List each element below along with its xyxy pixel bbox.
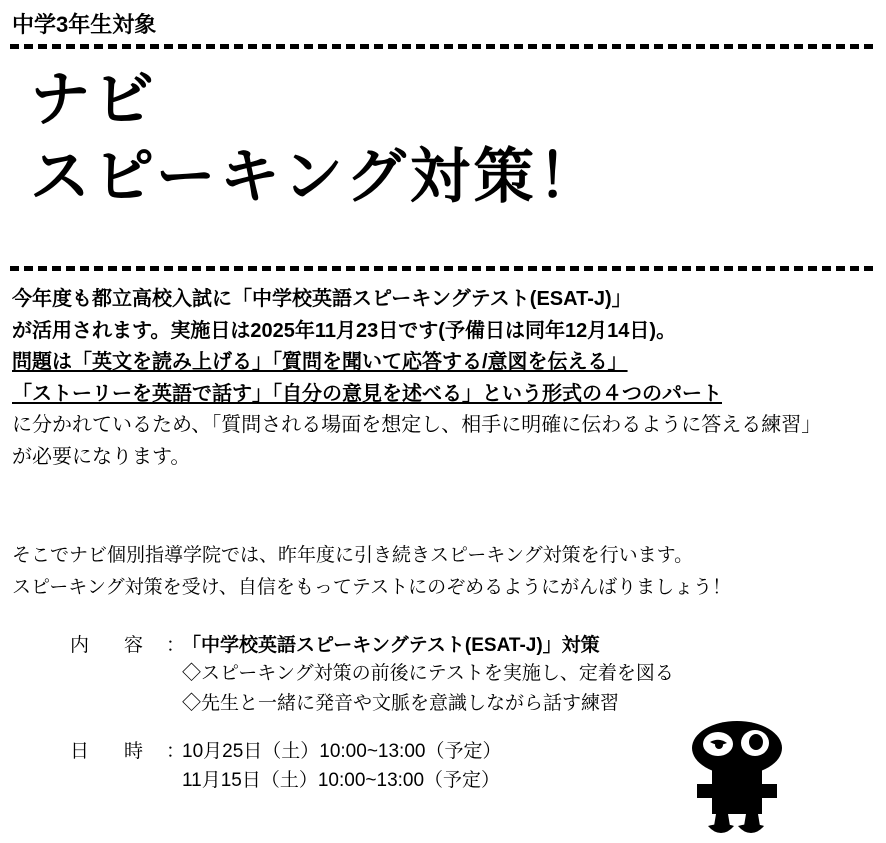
body2-line-1: そこでナビ個別指導学院では、昨年度に引き続きスピーキング対策を行います。 <box>12 545 694 566</box>
content-value: 「中学校英語スピーキングテスト(ESAT-J)」対策 <box>182 635 600 656</box>
body2-line-2: スピーキング対策を受け、自信をもってテストにのぞめるようにがんばりましょう！ <box>12 576 732 598</box>
datetime-colon: ： <box>166 740 186 762</box>
target-audience-heading: 中学3年生対象 <box>12 12 157 37</box>
main-title <box>30 62 870 216</box>
datetime-row <box>70 736 770 763</box>
mascot-illustration <box>672 718 802 838</box>
intro-line-5: に分かれているため、「質問される場面を想定し、相手に明確に伝わるように答える練習」 <box>12 414 822 437</box>
intro-line-2: が活用されます。実施日は2025年11月23日です(予備日は同年12月14日)。 <box>12 319 677 342</box>
intro-line-3: 問題は「英文を読み上げる」「質問を聞いて応答する/意図を伝える」 <box>12 351 628 374</box>
details-section <box>70 630 770 797</box>
intro-line-1: 今年度も都立高校入試に「中学校英語スピーキングテスト(ESAT-J)」 <box>12 288 632 310</box>
content-colon: ： <box>166 635 186 656</box>
datetime-value-1: 10月25日（土）10:00~13:00（予定） <box>182 740 502 762</box>
secondary-paragraph <box>12 540 886 604</box>
datetime-value-2: 11月15日（土）10:00~13:00（予定） <box>182 769 501 791</box>
content-bullet-1: ◇スピーキング対策の前後にテストを実施し、定着を図る <box>182 663 674 684</box>
intro-line-6: が必要になります。 <box>12 445 191 468</box>
title-line-2: スピーキング対策！ <box>30 142 602 210</box>
content-row <box>70 630 770 657</box>
divider-middle <box>10 266 876 271</box>
details-gap <box>70 720 770 736</box>
content-bullet-2: ◇先生と一緒に発音や文脈を意識しながら話す練習 <box>182 693 620 715</box>
title-line-1: ナビ <box>30 66 158 133</box>
intro-line-4: 「ストーリーを英語で話す」「自分の意見を述べる」という形式の４つのパート <box>12 382 722 405</box>
content-label: 内 容 <box>70 635 152 656</box>
datetime-label: 日 時 <box>70 740 152 762</box>
divider-top <box>10 44 876 49</box>
intro-paragraph <box>12 284 886 474</box>
